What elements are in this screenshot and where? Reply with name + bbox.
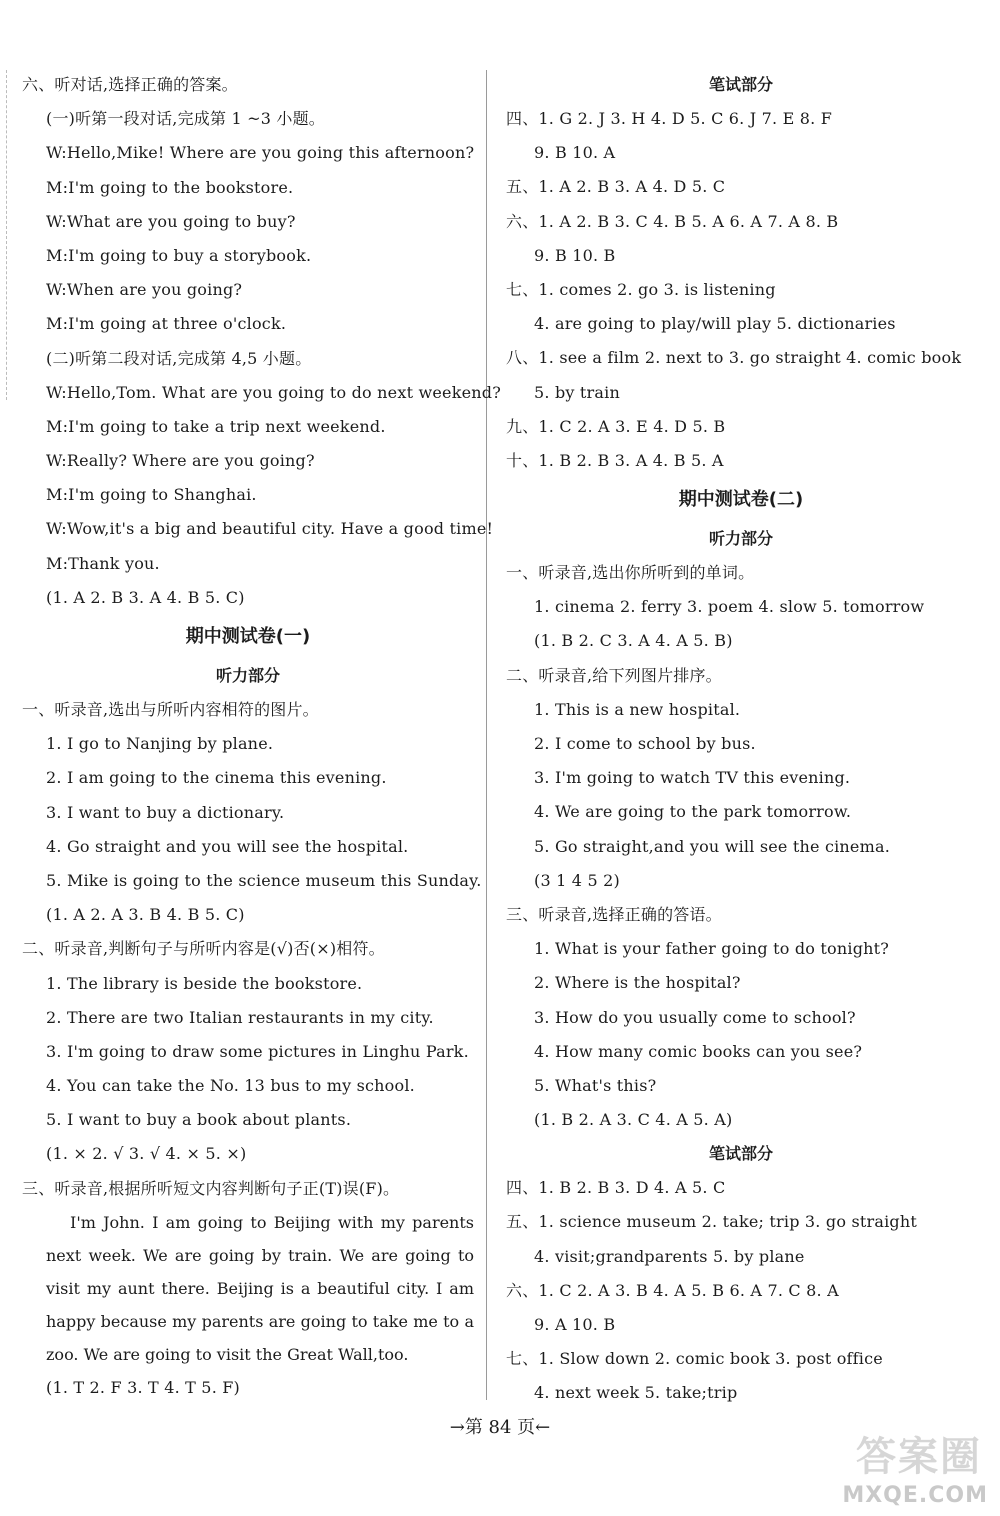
binding-edge-line <box>6 70 7 400</box>
content-line: M:I'm going to take a trip next weekend. <box>46 416 386 436</box>
content-line: 5. I want to buy a book about plants. <box>46 1110 352 1130</box>
content-line: 5. What's this? <box>534 1075 657 1095</box>
question-heading: 七、1. comes 2. go 3. is listening <box>506 279 776 299</box>
right-column <box>506 68 976 1411</box>
content-line: 4. visit;grandparents 5. by plane <box>534 1246 805 1266</box>
question-heading: 六、1. A 2. B 3. C 4. B 5. A 6. A 7. A 8. B <box>506 211 839 231</box>
content-line: 9. A 10. B <box>534 1315 616 1334</box>
content-line: (1. A 2. A 3. B 4. B 5. C) <box>46 905 245 925</box>
question-heading: 二、听录音,给下列图片排序。 <box>506 665 722 685</box>
question-heading: 六、听对话,选择正确的答案。 <box>22 75 238 94</box>
content-line: 9. B 10. A <box>534 143 616 163</box>
content-line: 4. How many comic books can you see? <box>534 1041 863 1061</box>
content-line: W:Hello,Tom. What are you going to do next weekend? <box>46 382 502 402</box>
content-line: 1. cinema 2. ferry 3. poem 4. slow 5. tomorrow <box>534 597 925 617</box>
content-line: (二)听第二段对话,完成第 4,5 小题。 <box>46 348 312 368</box>
question-heading: 九、1. C 2. A 3. E 4. D 5. B <box>506 416 726 436</box>
content-line: 1. I go to Nanjing by plane. <box>46 734 274 754</box>
content-line: M:I'm going to buy a storybook. <box>46 245 312 265</box>
column-divider <box>486 70 487 1400</box>
content-line: M:I'm going to Shanghai. <box>46 485 257 505</box>
question-heading: 十、1. B 2. B 3. A 4. B 5. A <box>506 450 724 470</box>
question-heading: 六、1. C 2. A 3. B 4. A 5. B 6. A 7. C 8. A <box>506 1280 839 1300</box>
content-line: 9. B 10. B <box>534 245 616 265</box>
question-heading: 二、听录音,判断句子与所听内容是(√)否(×)相符。 <box>22 939 385 959</box>
content-line: 2. I come to school by bus. <box>534 734 756 753</box>
content-line: 5. by train <box>534 382 620 402</box>
page-number: →第 84 页← <box>449 1417 551 1438</box>
question-heading: 一、听录音,选出与所听内容相符的图片。 <box>22 700 319 719</box>
content-line: 3. I'm going to watch TV this evening. <box>534 768 851 788</box>
question-heading: 三、听录音,选择正确的答语。 <box>506 904 722 924</box>
content-line: M:I'm going to the bookstore. <box>46 177 294 197</box>
section-subtitle: 听力部分 <box>215 666 280 685</box>
content-line: W:When are you going? <box>46 280 243 300</box>
content-line: 2. There are two Italian restaurants in my city. <box>46 1007 434 1027</box>
question-heading: 四、1. G 2. J 3. H 4. D 5. C 6. J 7. E 8. F <box>506 109 833 128</box>
content-line: 4. We are going to the park tomorrow. <box>534 802 852 822</box>
content-line: (1. A 2. B 3. A 4. B 5. C) <box>46 587 245 607</box>
content-line: 1. What is your father going to do tonight? <box>534 939 890 959</box>
section-subtitle: 笔试部分 <box>708 1144 773 1164</box>
content-line: W:What are you going to buy? <box>46 211 296 231</box>
content-line: 3. How do you usually come to school? <box>534 1007 856 1027</box>
section-title: 期中测试卷(一) <box>185 626 311 647</box>
content-line: 1. The library is beside the bookstore. <box>46 973 363 993</box>
content-line: M:Thank you. <box>46 553 160 573</box>
content-line: (一)听第一段对话,完成第 1 ~3 小题。 <box>46 109 325 129</box>
content-line: M:I'm going at three o'clock. <box>46 314 287 334</box>
content-line: (1. B 2. C 3. A 4. A 5. B) <box>534 631 733 651</box>
question-heading: 五、1. science museum 2. take; trip 3. go straight <box>506 1212 917 1232</box>
content-line: 4. are going to play/will play 5. dictionaries <box>534 314 896 334</box>
content-line: 2. I am going to the cinema this evening. <box>46 768 387 788</box>
passage-paragraph: I'm John. I am going to Beijing with my parents next week. We are going by train. We are going to visit my aunt there. Beijing is a beautiful city. I am happy because my parents are going to take me to a zoo. We are going to visit the Great Wall,too. <box>46 1212 474 1364</box>
content-line: 3. I'm going to draw some pictures in Linghu Park. <box>46 1041 469 1061</box>
content-line: 4. next week 5. take;trip <box>534 1383 738 1403</box>
content-line: (3 1 4 5 2) <box>534 870 620 890</box>
question-heading: 七、1. Slow down 2. comic book 3. post office <box>506 1349 883 1369</box>
content-line: 2. Where is the hospital? <box>534 973 741 993</box>
content-line: (1. B 2. A 3. C 4. A 5. A) <box>534 1110 733 1130</box>
left-column <box>22 68 502 1405</box>
section-subtitle: 听力部分 <box>708 529 773 549</box>
content-line: (1. × 2. √ 3. √ 4. × 5. ×) <box>46 1144 247 1164</box>
watermark-logo: 答案圈 <box>856 1434 982 1480</box>
content-line: 5. Go straight,and you will see the cinema. <box>534 836 890 856</box>
content-line: 1. This is a new hospital. <box>534 699 741 719</box>
question-heading: 四、1. B 2. B 3. D 4. A 5. C <box>506 1178 726 1198</box>
content-line: W:Really? Where are you going? <box>46 451 315 471</box>
content-line: 4. You can take the No. 13 bus to my school. <box>46 1076 415 1096</box>
question-heading: 八、1. see a film 2. next to 3. go straight 4. comic book <box>506 348 962 368</box>
content-line: W:Wow,it's a big and beautiful city. Have a good time! <box>46 519 494 539</box>
section-subtitle: 笔试部分 <box>708 75 773 94</box>
content-line: 5. Mike is going to the science museum this Sunday. <box>46 870 482 890</box>
content-line: W:Hello,Mike! Where are you going this afternoon? <box>46 143 475 163</box>
watermark-site: MXQE.COM <box>842 1483 988 1508</box>
content-line: 4. Go straight and you will see the hospital. <box>46 836 409 856</box>
section-title: 期中测试卷(二) <box>678 489 804 511</box>
question-heading: 五、1. A 2. B 3. A 4. D 5. C <box>506 177 726 197</box>
question-heading: 一、听录音,选出你所听到的单词。 <box>506 563 755 583</box>
content-line: (1. T 2. F 3. T 4. T 5. F) <box>46 1377 241 1397</box>
content-line: 3. I want to buy a dictionary. <box>46 802 285 822</box>
question-heading: 三、听录音,根据所听短文内容判断句子正(T)误(F)。 <box>22 1178 400 1198</box>
